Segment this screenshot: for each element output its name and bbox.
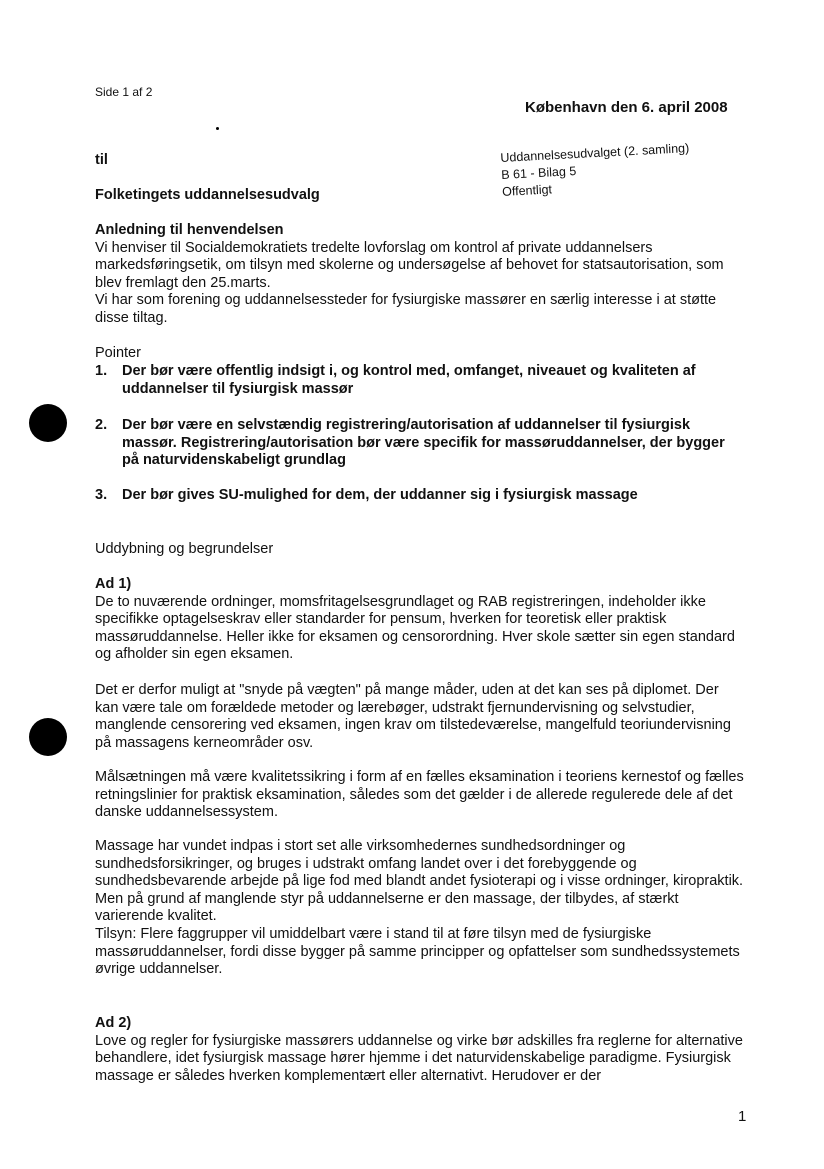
ad1-paragraph: De to nuværende ordninger, momsfritagelsesgrundlaget og RAB registreringen, indeholder ikke specifikke optagelseskrav eller standarder for pensum, hverken for teoretisk eller praktisk massøruddannelse. Heller ikke for eksamen og censorordning. Hver skole sætter sin egen standard og afholder sin egen eksamen. [95, 593, 735, 662]
pointer-item-3 [95, 487, 745, 505]
intro-section [95, 222, 745, 327]
ad1-paragraph-3: Målsætningen må være kvalitetssikring i form af en fælles eksamination i teoriens kernestof og fælles retningslinier for praktisk eksamination, således som det gælder i de allerede regulerede dele af det danske uddannelsessystem. [95, 769, 744, 820]
ad2-heading: Ad 2) [95, 1015, 132, 1031]
stamp-committee: Uddannelsesudvalget (2. samling) [500, 141, 690, 165]
pointer-item-1 [95, 363, 745, 398]
stamp-status: Offentligt [501, 182, 553, 199]
speck-icon [216, 127, 219, 130]
pointer-number: 2. [95, 417, 108, 433]
pointer-text: Der bør være offentlig indsigt i, og kontrol med, omfanget, niveauet og kvaliteten af uddannelser til fysiurgisk massør [122, 363, 696, 397]
intro-heading: Anledning til henvendelsen [95, 222, 284, 238]
pointer-text: Der bør være en selvstændig registrering/autorisation af uddannelser til fysiurgisk massør. Registrering/autorisation bør være specifik for massøruddannelser, der bygger på naturvidenskabeligt grundlag [122, 417, 725, 468]
pointer-number: 1. [95, 363, 108, 379]
pointer-item-2 [95, 417, 745, 470]
punch-hole-icon [29, 404, 67, 442]
pointer-text: Der bør gives SU-mulighed for dem, der uddanner sig i fysiurgisk massage [122, 487, 638, 503]
punch-hole-icon [29, 718, 67, 756]
filing-stamp [500, 140, 691, 201]
ad1-section [95, 576, 745, 664]
page-number: 1 [738, 1108, 747, 1125]
date-line: København den 6. april 2008 [525, 99, 728, 116]
pointer-number: 3. [95, 487, 108, 503]
ad1-paragraph-5: Tilsyn: Flere faggrupper vil umiddelbart være i stand til at føre tilsyn med de fysiurgiske massøruddannelser, fordi disse bygger på samme principper og opfattelser som sundhedssystemets øvrige uddannelser. [95, 926, 740, 977]
elaboration-heading: Uddybning og begrundelser [95, 541, 274, 557]
ad2-paragraph: Love og regler for fysiurgiske massørers uddannelse og virke bør adskilles fra reglerne for alternative behandlere, idet fysiurgisk massage hører hjemme i det naturvidenskabelige paradigme. Fysiurgisk massage er således hverken komplementært eller alternativt. Herudover er der [95, 1032, 743, 1084]
recipient: Folketingets uddannelsesudvalg [95, 187, 320, 203]
page-indicator: Side 1 af 2 [95, 85, 153, 99]
pointer-heading: Pointer [95, 345, 141, 361]
ad1-paragraph-2: Det er derfor muligt at "snyde på vægten" på mange måder, uden at det kan ses på diplomet. Der kan være tale om forældede metoder og lærebøger, udstrakt fjernundervisning og selvstudier, manglende censorering ved eksamen, ingen krav om tilstedeværelse, mangelfuld teoriundervisning på massagens kerneområder osv. [95, 682, 731, 751]
stamp-reference: B 61 - Bilag 5 [500, 164, 577, 182]
ad1-paragraph-4: Massage har vundet indpas i stort set alle virksomhedernes sundhedsordninger og sundhedsforsikringer, og bruges i udstrakt omfang landet over i det forebyggende og sundhedsbevarende arbejde på lige fod med blandt andet fysioterapi og i visse ordninger, kiropraktik. Men på grund af manglende styr på uddannelserne er den massage, der tilbydes, af stærkt varierende kvalitet. [95, 838, 744, 924]
intro-paragraph: Vi henviser til Socialdemokratiets tredelte lovforslag om kontrol af private uddannelsers markedsføringsetik, om tilsyn med skolerne og undersøgelse af behovet for statsautorisation, som blev fremlagt den 25.marts. [95, 239, 724, 291]
ad2-section [95, 1015, 745, 1085]
intro-paragraph: Vi har som forening og uddannelsessteder for fysiurgiske massører en særlig interesse i at støtte disse tiltag. [95, 292, 717, 326]
ad1-heading: Ad 1) [95, 576, 132, 592]
to-label: til [95, 152, 108, 168]
